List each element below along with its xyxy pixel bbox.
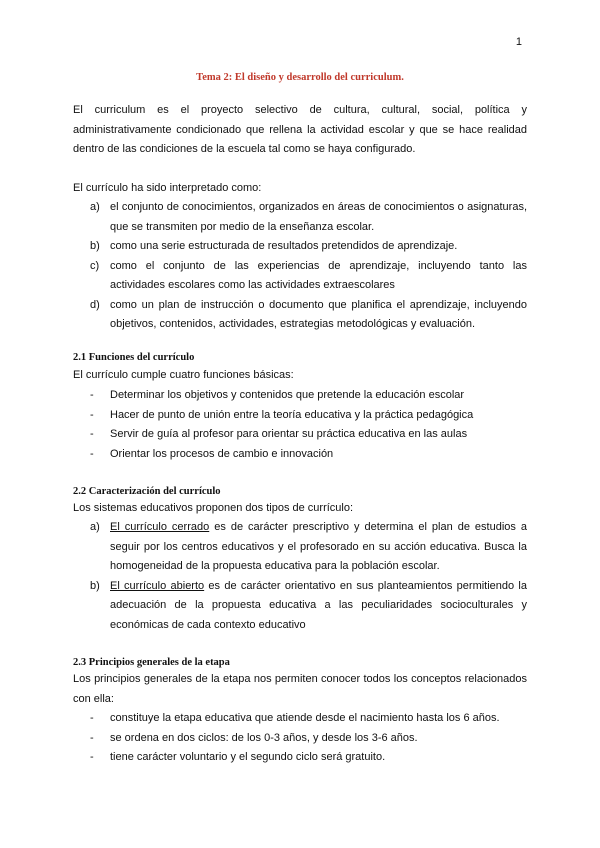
list-marker: b) <box>90 579 100 592</box>
list-item-text: Servir de guía al profesor para orientar su práctica educativa en las aulas <box>110 428 468 440</box>
list-marker: - <box>90 447 94 460</box>
list-marker: - <box>90 712 94 724</box>
list-item-text: el conjunto de conocimientos, organizados en áreas de conocimientos o asignaturas, que se transmiten por medio de la enseñanza escolar. <box>110 201 527 233</box>
list-item <box>73 257 527 296</box>
list-marker: - <box>90 731 94 744</box>
intro-paragraph: El curriculum es el proyecto selectivo de cultura, cultural, social, política y administrativamente condicionado que rellena la actividad escolar y que se hace realidad dentro de las condiciones de la escuela tal como se haya configurado. <box>73 104 527 155</box>
principles-lead: Los principios generales de la etapa nos permiten conocer todos los conceptos relacionados con ella: <box>73 673 527 705</box>
list-marker: b) <box>90 240 100 252</box>
list-item-text: como el conjunto de las experiencias de aprendizaje, incluyendo tanto las actividades escolares como las actividades extraescolares <box>110 259 527 291</box>
list-item <box>73 296 527 335</box>
characterization-list <box>73 518 527 635</box>
section-heading-principles: 2.3 Principios generales de la etapa <box>73 657 230 668</box>
list-item-text <box>110 577 527 636</box>
list-item-text: Determinar los objetivos y contenidos que pretende la educación escolar <box>110 389 465 401</box>
list-item <box>73 198 527 237</box>
interpretations-list <box>73 198 527 335</box>
list-item <box>73 445 527 465</box>
list-item <box>73 577 527 636</box>
list-item-text: como una serie estructurada de resultados pretendidos de aprendizaje. <box>110 240 458 252</box>
list-item <box>73 237 527 257</box>
list-item-text: Orientar los procesos de cambio e innovación <box>110 447 334 460</box>
list-marker: - <box>90 408 94 421</box>
section-heading-functions: 2.1 Funciones del currículo <box>73 352 195 363</box>
characterization-lead: Los sistemas educativos proponen dos tipos de currículo: <box>73 502 354 514</box>
interpretations-lead: El currículo ha sido interpretado como: <box>73 182 262 194</box>
list-item <box>73 406 527 426</box>
term-open-curriculum: El currículo abierto <box>110 579 205 592</box>
document-title: Tema 2: El diseño y desarrollo del curriculum. <box>196 72 404 83</box>
list-marker: c) <box>90 259 100 272</box>
list-item <box>73 425 527 445</box>
list-marker: a) <box>90 201 100 213</box>
list-marker: - <box>90 428 94 440</box>
list-item <box>73 748 527 768</box>
principles-list <box>73 709 527 768</box>
list-item-text: Hacer de punto de unión entre la teoría educativa y la práctica pedagógica <box>110 408 474 421</box>
functions-list <box>73 386 527 464</box>
list-marker: d) <box>90 298 100 311</box>
list-item <box>73 518 527 577</box>
list-item <box>73 386 527 406</box>
list-item <box>73 729 527 749</box>
term-closed-curriculum: El currículo cerrado <box>110 521 210 533</box>
list-marker: - <box>90 389 94 401</box>
section-heading-characterization: 2.2 Caracterización del currículo <box>73 486 221 497</box>
list-item-text: constituye la etapa educativa que atiende desde el nacimiento hasta los 6 años. <box>110 712 500 724</box>
list-item-text: tiene carácter voluntario y el segundo ciclo será gratuito. <box>110 751 386 763</box>
term-description: es de carácter orientativo en sus planteamientos permitiendo la adecuación de la propuesta educativa a las peculiaridades socioculturales y económicas de cada contexto educativo <box>110 579 527 631</box>
page-number: 1 <box>515 36 522 48</box>
list-marker: a) <box>90 521 100 533</box>
term-description: es de carácter prescriptivo y determina el plan de estudios a seguir por los centros educativos y el profesorado en su acción educativa. Busca la homogeneidad de la propuesta educativa para la población escolar. <box>110 521 527 572</box>
list-item <box>73 709 527 729</box>
functions-lead: El currículo cumple cuatro funciones básicas: <box>73 369 294 381</box>
list-item-text: como un plan de instrucción o documento que planifica el aprendizaje, incluyendo objetivos, contenidos, actividades, estrategias metodológicas y evaluación. <box>110 298 527 330</box>
list-item-text <box>110 518 527 577</box>
list-item-text: se ordena en dos ciclos: de los 0-3 años, y desde los 3-6 años. <box>110 731 418 744</box>
list-marker: - <box>90 751 94 763</box>
